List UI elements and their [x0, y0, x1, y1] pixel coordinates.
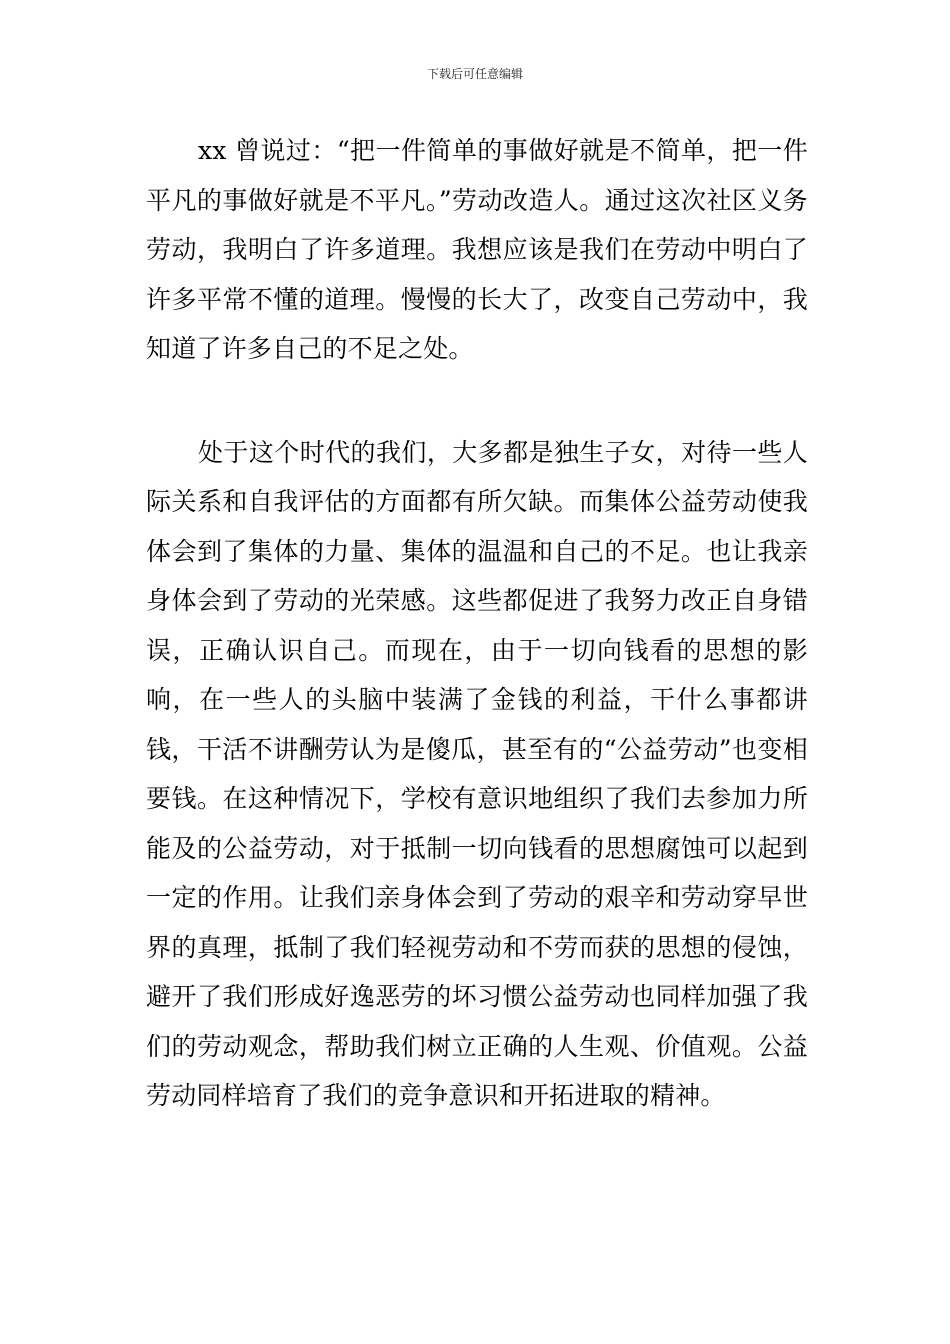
page-header-note: 下载后可任意编辑 [426, 67, 523, 81]
document-body [146, 126, 808, 1121]
paragraph-spacer [146, 374, 808, 428]
paragraph-1: xx 曾说过：“把一件简单的事做好就是不简单，把一件平凡的事做好就是不平凡。”劳动改造人。通过这次社区义务劳动，我明白了许多道理。我想应该是我们在劳动中明白了许多平常不懂的道理。慢慢的长大了，改变自己劳动中，我知道了许多自己的不足之处。 [146, 136, 808, 363]
paragraph-2: 处于这个时代的我们，大多都是独生子女，对待一些人际关系和自我评估的方面都有所欠缺。而集体公益劳动使我体会到了集体的力量、集体的温温和自己的不足。也让我亲身体会到了劳动的光荣感。这些都促进了我努力改正自身错误，正确认识自己。而现在，由于一切向钱看的思想的影响，在一些人的头脑中装满了金钱的利益，干什么事都讲钱，干活不讲酬劳认为是傻瓜，甚至有的“公益劳动”也变相要钱。在这种情况下，学校有意识地组织了我们去参加力所能及的公益劳动，对于抵制一切向钱看的思想腐蚀可以起到一定的作用。让我们亲身体会到了劳动的艰辛和劳动穿早世界的真理，抵制了我们轻视劳动和不劳而获的思想的侵蚀，避开了我们形成好逸恶劳的坏习惯公益劳动也同样加强了我们的劳动观念，帮助我们树立正确的人生观、价值观。公益劳动同样培育了我们的竞争意识和开拓进取的精神。 [146, 437, 808, 1110]
